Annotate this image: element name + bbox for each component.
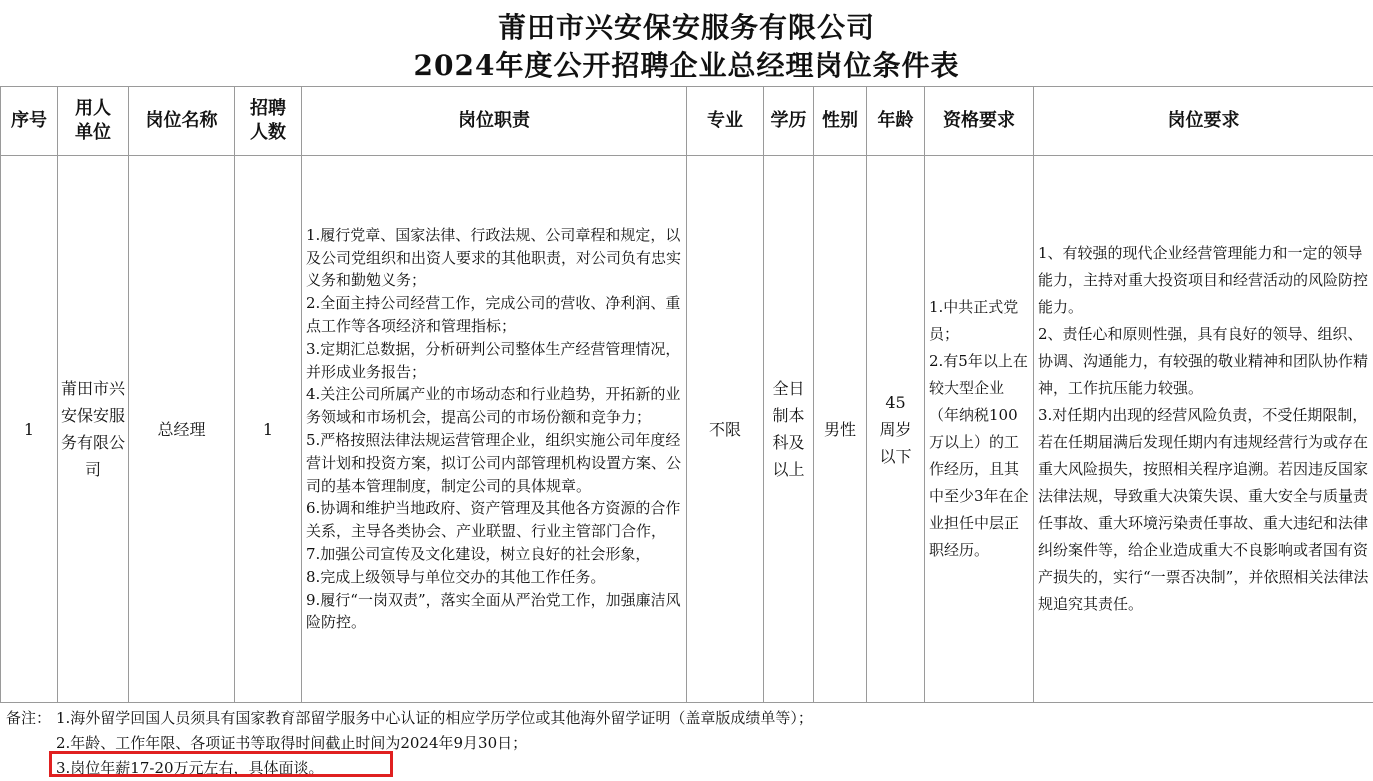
header-unit bbox=[58, 87, 129, 156]
header-gender: 性别 bbox=[814, 87, 867, 156]
header-unit-text: 用人单位 bbox=[75, 98, 111, 143]
qualification-item: 2.有5年以上在较大型企业（年纳税100万以上）的工作经历，且其中至少3年在企业担任中层正职经历。 bbox=[929, 352, 1029, 559]
requirement-item: 2、责任心和原则性强，具有良好的领导、组织、协调、沟通能力，有较强的敬业精神和团队协作精神，工作抗压能力较强。 bbox=[1038, 325, 1369, 397]
cell-unit-text: 莆田市兴安保安服务有限公司 bbox=[60, 379, 125, 479]
note-item-salary: 3.岗位年薪17-20万元左右，具体面谈。 bbox=[56, 759, 324, 777]
cell-position: 总经理 bbox=[129, 156, 235, 703]
duty-item: 8.完成上级领导与单位交办的其他工作任务。 bbox=[306, 567, 606, 586]
header-requirements: 岗位要求 bbox=[1034, 87, 1373, 156]
title-table-name: 2024年度公开招聘企业总经理岗位条件表 bbox=[413, 49, 960, 82]
cell-age bbox=[867, 156, 925, 703]
duty-item: 4.关注公司所属产业的市场动态和行业趋势，开拓新的业务领域和市场机会，提高公司的市场份额和竞争力； bbox=[306, 385, 681, 427]
duty-item: 2.全面主持公司经营工作，完成公司的营收、净利润、重点工作等各项经济和管理指标； bbox=[306, 294, 681, 336]
duty-item: 3.定期汇总数据，分析研判公司整体生产经营管理情况，并形成业务报告； bbox=[306, 339, 681, 381]
job-conditions-table bbox=[0, 86, 1373, 703]
header-major: 专业 bbox=[687, 87, 764, 156]
note-item: 2.年龄、工作年限、各项证书等取得时间截止时间为2024年9月30日； bbox=[56, 734, 528, 752]
cell-count: 1 bbox=[235, 156, 302, 703]
header-duties: 岗位职责 bbox=[302, 87, 687, 156]
header-age: 年龄 bbox=[867, 87, 925, 156]
header-education: 学历 bbox=[764, 87, 814, 156]
cell-education bbox=[764, 156, 814, 703]
cell-education-text: 全日制本科及以上 bbox=[772, 379, 805, 479]
cell-requirements bbox=[1034, 156, 1373, 703]
header-count-text: 招聘人数 bbox=[250, 98, 286, 143]
document-title bbox=[0, 0, 1373, 87]
title-company: 莆田市兴安保安服务有限公司 bbox=[497, 11, 875, 44]
duty-item: 1.履行党章、国家法律、行政法规、公司章程和规定，以及公司党组织和出资人要求的其他职责，对公司负有忠实义务和勤勉义务； bbox=[306, 225, 682, 290]
cell-gender: 男性 bbox=[814, 156, 867, 703]
cell-seq: 1 bbox=[1, 156, 58, 703]
cell-major: 不限 bbox=[687, 156, 764, 703]
duty-item: 7.加强公司宣传及文化建设，树立良好的社会形象， bbox=[306, 544, 651, 563]
cell-age-text: 45周岁以下 bbox=[879, 392, 912, 466]
header-position: 岗位名称 bbox=[129, 87, 235, 156]
qualification-item: 1.中共正式党员； bbox=[929, 298, 1019, 343]
duty-item: 9.履行“一岗双责”，落实全面从严治党工作，加强廉洁风险防控。 bbox=[306, 590, 681, 632]
header-seq: 序号 bbox=[1, 87, 58, 156]
header-qualification: 资格要求 bbox=[925, 87, 1034, 156]
requirement-item: 3.对任期内出现的经营风险负责，不受任期限制，若在任期届满后发现任期内有违规经营行为或存在重大风险损失，按照相关程序追溯。若因违反国家法律法规，导致重大决策失误、重大安全与质量责任事故、重大环境污染责任事故、重大违纪和法律纠纷案件等，给企业造成重大不良影响或者国有资产损失的，实行“一票否决制”，并依照相关法律法规追究其责任。 bbox=[1038, 406, 1369, 613]
table-row bbox=[1, 156, 1373, 703]
requirement-item: 1、有较强的现代企业经营管理能力和一定的领导能力，主持对重大投资项目和经营活动的风险防控能力。 bbox=[1038, 244, 1369, 316]
header-count bbox=[235, 87, 302, 156]
note-item: 1.海外留学回国人员须具有国家教育部留学服务中心认证的相应学历学位或其他海外留学证明（盖章版成绩单等）； bbox=[56, 709, 813, 727]
salary-highlight-box bbox=[49, 751, 393, 777]
duty-item: 6.协调和维护当地政府、资产管理及其他各方资源的合作关系，主导各类协会、产业联盟、行业主管部门合作， bbox=[306, 499, 681, 541]
duty-item: 5.严格按照法律法规运营管理企业，组织实施公司年度经营计划和投资方案，拟订公司内部管理机构设置方案、公司的基本管理制度，制定公司的具体规章。 bbox=[306, 431, 682, 495]
notes-prefix: 备注： bbox=[6, 709, 52, 727]
table-header-row bbox=[1, 87, 1373, 156]
cell-qualification bbox=[925, 156, 1034, 703]
cell-duties bbox=[302, 156, 687, 703]
cell-unit bbox=[58, 156, 129, 703]
